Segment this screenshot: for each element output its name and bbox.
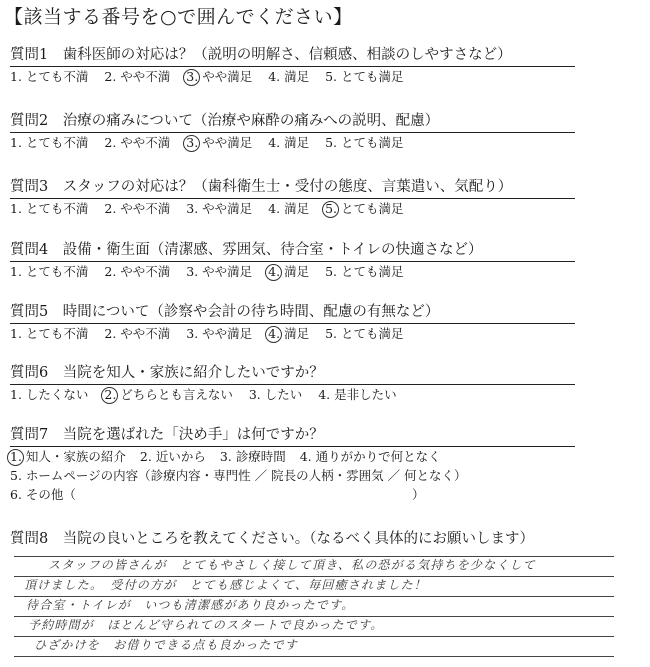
question-3-heading: 質問3 スタッフの対応は？（歯科衛生士・受付の態度、言葉遣い、気配り） — [10, 178, 575, 199]
option-3-selected[interactable] — [186, 68, 252, 86]
question-3 — [10, 178, 575, 218]
option-2[interactable]: 2. やや不満 — [104, 201, 171, 216]
option-5-selected[interactable] — [325, 200, 403, 218]
question-6 — [10, 364, 575, 404]
option-5[interactable]: 5. とても満足 — [325, 69, 404, 84]
question-4 — [10, 241, 575, 281]
option-4[interactable]: 4. 満足 — [268, 135, 310, 150]
selected-circle-mark: 4. — [268, 326, 281, 341]
option-1[interactable]: 1. とても不満 — [10, 201, 89, 216]
question-7 — [10, 426, 575, 504]
answer-line: 頂けました。 受付の方が とても感じよくて、毎回癒されました！ — [14, 577, 614, 597]
option-6-other[interactable]: 6. その他（ — [10, 487, 76, 502]
option-3-label: やや満足 — [202, 69, 253, 84]
option-6-close-paren: ） — [412, 487, 425, 502]
option-5[interactable]: 5. とても満足 — [325, 135, 404, 150]
option-4[interactable]: 4. 通りがかりで何となく — [299, 449, 441, 464]
option-3-label: やや満足 — [202, 135, 253, 150]
question-3-options — [10, 200, 575, 218]
option-3[interactable]: 3. やや満足 — [186, 201, 253, 216]
question-5-heading: 質問5 時間について（診察や会計の待ち時間、配慮の有無など） — [10, 303, 575, 324]
option-1[interactable]: 1. とても不満 — [10, 326, 89, 341]
option-5[interactable]: 5. ホームページの内容（診療内容・専門性 ／ 院長の人柄・雰囲気 ／ 何となく） — [10, 468, 467, 483]
option-5[interactable]: 5. とても満足 — [325, 326, 404, 341]
option-2[interactable]: 2. やや不満 — [104, 264, 171, 279]
option-1[interactable]: 1. とても不満 — [10, 264, 89, 279]
selected-circle-mark: 3. — [186, 135, 199, 150]
question-6-options — [10, 386, 575, 404]
option-4[interactable]: 4. 満足 — [268, 201, 310, 216]
option-3-selected[interactable] — [186, 134, 252, 152]
page-title: 【該当する番号を○で囲んでください】 — [4, 6, 353, 28]
selected-circle-mark: 5. — [325, 201, 337, 216]
question-1-heading: 質問1 歯科医師の対応は？（説明の明解さ、信頼感、相談のしやすさなど） — [10, 46, 575, 67]
option-2[interactable]: 2. やや不満 — [104, 135, 171, 150]
option-3[interactable]: 3. 診療時間 — [219, 449, 286, 464]
question-7-heading: 質問7 当院を選ばれた「決め手」は何ですか？ — [10, 426, 575, 447]
option-4[interactable]: 4. 是非したい — [318, 387, 397, 402]
question-2-options — [10, 134, 575, 152]
selected-circle-mark: 3. — [186, 69, 199, 84]
option-4-label: 満足 — [284, 326, 310, 341]
option-2-selected[interactable] — [104, 386, 232, 404]
question-4-options — [10, 263, 575, 281]
option-4-label: 満足 — [284, 264, 310, 279]
option-4-selected[interactable] — [268, 263, 309, 281]
question-8-heading: 質問8 当院の良いところを教えてください。（なるべく具体的にお願いします） — [10, 531, 534, 547]
option-3[interactable]: 3. やや満足 — [186, 326, 253, 341]
option-2[interactable]: 2. やや不満 — [104, 326, 171, 341]
option-1[interactable]: 1. とても不満 — [10, 69, 89, 84]
option-2-label: どちらとも言えない — [120, 387, 233, 402]
option-2[interactable]: 2. 近いから — [139, 449, 206, 464]
option-1[interactable]: 1. とても不満 — [10, 135, 89, 150]
option-4-selected[interactable] — [268, 325, 309, 343]
option-4[interactable]: 4. 満足 — [268, 69, 310, 84]
answer-line: スタッフの皆さんが とてもやさしく接して頂き、私の恐がる気持ちを少なくして — [14, 556, 614, 577]
answer-line: 待合室・トイレが いつも清潔感があり良かったです。 — [14, 597, 614, 617]
option-1-label: 知人・家族の紹介 — [25, 449, 126, 464]
handwritten-answer — [14, 556, 614, 657]
selected-circle-mark: 4. — [268, 264, 281, 279]
option-3[interactable]: 3. したい — [248, 387, 303, 402]
selected-circle-mark: 1. — [10, 449, 22, 464]
selected-circle-mark: 2. — [104, 387, 117, 402]
question-2 — [10, 112, 575, 152]
question-5 — [10, 303, 575, 343]
option-1[interactable]: 1. したくない — [10, 387, 89, 402]
question-1 — [10, 46, 575, 86]
question-5-options — [10, 325, 575, 343]
answer-line: ひざかけを お借りできる点も良かったです — [14, 637, 614, 657]
question-4-heading: 質問4 設備・衛生面（清潔感、雰囲気、待合室・トイレの快適さなど） — [10, 241, 575, 262]
question-6-heading: 質問6 当院を知人・家族に紹介したいですか？ — [10, 364, 575, 385]
option-1-selected[interactable] — [10, 447, 126, 466]
question-7-options — [10, 447, 575, 504]
question-8 — [10, 530, 610, 550]
option-5-label: とても満足 — [340, 201, 404, 216]
question-1-options — [10, 68, 575, 86]
option-2[interactable]: 2. やや不満 — [104, 69, 171, 84]
answer-line: 予約時間が ほとんど守られてのスタートで良かったです。 — [14, 617, 614, 637]
option-3[interactable]: 3. やや満足 — [186, 264, 253, 279]
question-2-heading: 質問2 治療の痛みについて（治療や麻酔の痛みへの説明、配慮） — [10, 112, 575, 133]
option-5[interactable]: 5. とても満足 — [325, 264, 404, 279]
